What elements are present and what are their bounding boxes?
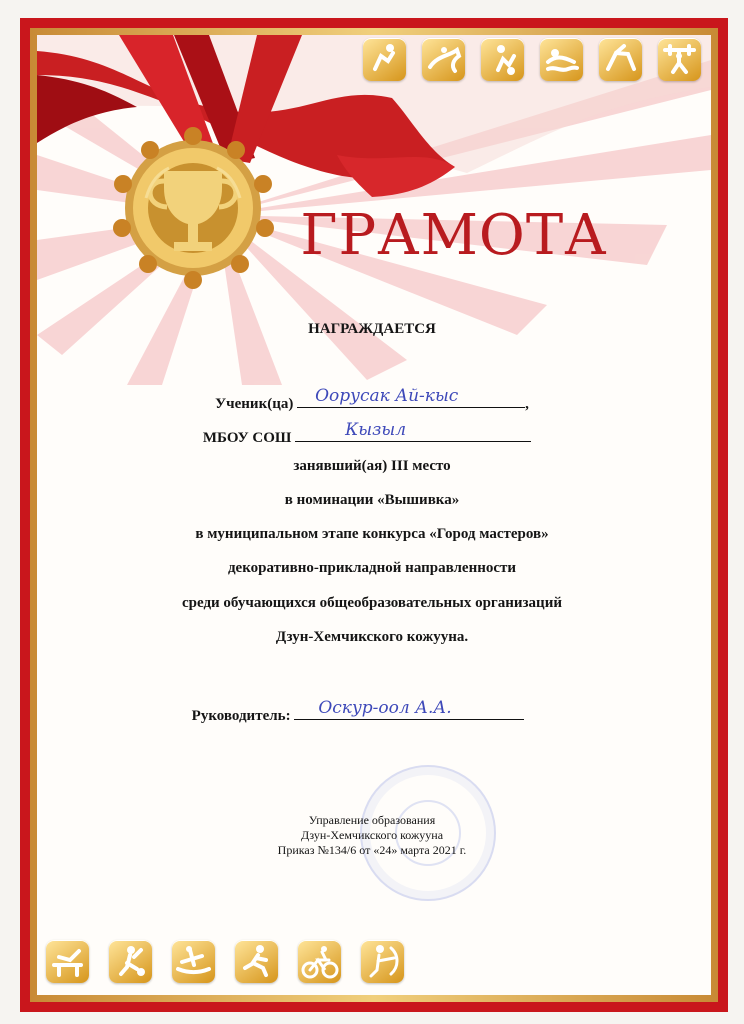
bottom-sport-icons: [46, 940, 426, 990]
issuer-line-2: Дзун-Хемчикского кожууна: [300, 828, 444, 842]
place-line: занявший(ая) III место: [293, 458, 451, 474]
nomination-line: в номинации «Вышивка»: [284, 492, 460, 508]
running-icon: [235, 940, 278, 983]
issuer-line-1: Управление образования: [308, 813, 436, 827]
student-suffix: ,: [525, 396, 529, 412]
certificate-title: ГРАМОТА: [300, 203, 608, 268]
school-label: МБОУ СОШ: [202, 430, 292, 446]
gymnastics-icon: [599, 38, 642, 81]
student-name: Оорусак Ай-кыс: [315, 386, 459, 406]
weightlifting-icon: [658, 38, 701, 81]
region-line: Дзун-Хемчикского кожууна.: [275, 629, 469, 645]
rowing-icon: [172, 940, 215, 983]
leader-name: Оскур-оол А.А.: [318, 698, 452, 718]
archery-icon: [361, 940, 404, 983]
leader-name-line: [294, 698, 524, 720]
boxing-icon: [363, 38, 406, 81]
student-label: Ученик(ца): [215, 396, 294, 412]
school-value: Кызыл: [345, 420, 407, 440]
football-icon: [481, 38, 524, 81]
award-heading: НАГРАЖДАЕТСЯ: [308, 321, 436, 337]
audience-line: среди обучающихся общеобразовательных организаций: [181, 595, 562, 611]
basketball-icon: [109, 940, 152, 983]
school-value-line: [295, 420, 531, 442]
leader-row: [43, 698, 673, 725]
order-line: Приказ №134/6 от «24» марта 2021 г.: [277, 843, 467, 857]
cycling-icon: [298, 940, 341, 983]
top-sport-icons: [363, 38, 723, 88]
student-name-line: [297, 386, 525, 408]
leader-label: Руководитель:: [191, 708, 291, 724]
contest-line: в муниципальном этапе конкурса «Город мастеров»: [195, 526, 549, 542]
direction-line: декоративно-прикладной направленности: [227, 560, 517, 576]
gymnastics-apparatus-icon: [46, 940, 89, 983]
equestrian-icon: [422, 38, 465, 81]
student-row: [57, 386, 687, 413]
medal: [113, 127, 274, 289]
swimming-icon: [540, 38, 583, 81]
school-row: [52, 420, 682, 447]
